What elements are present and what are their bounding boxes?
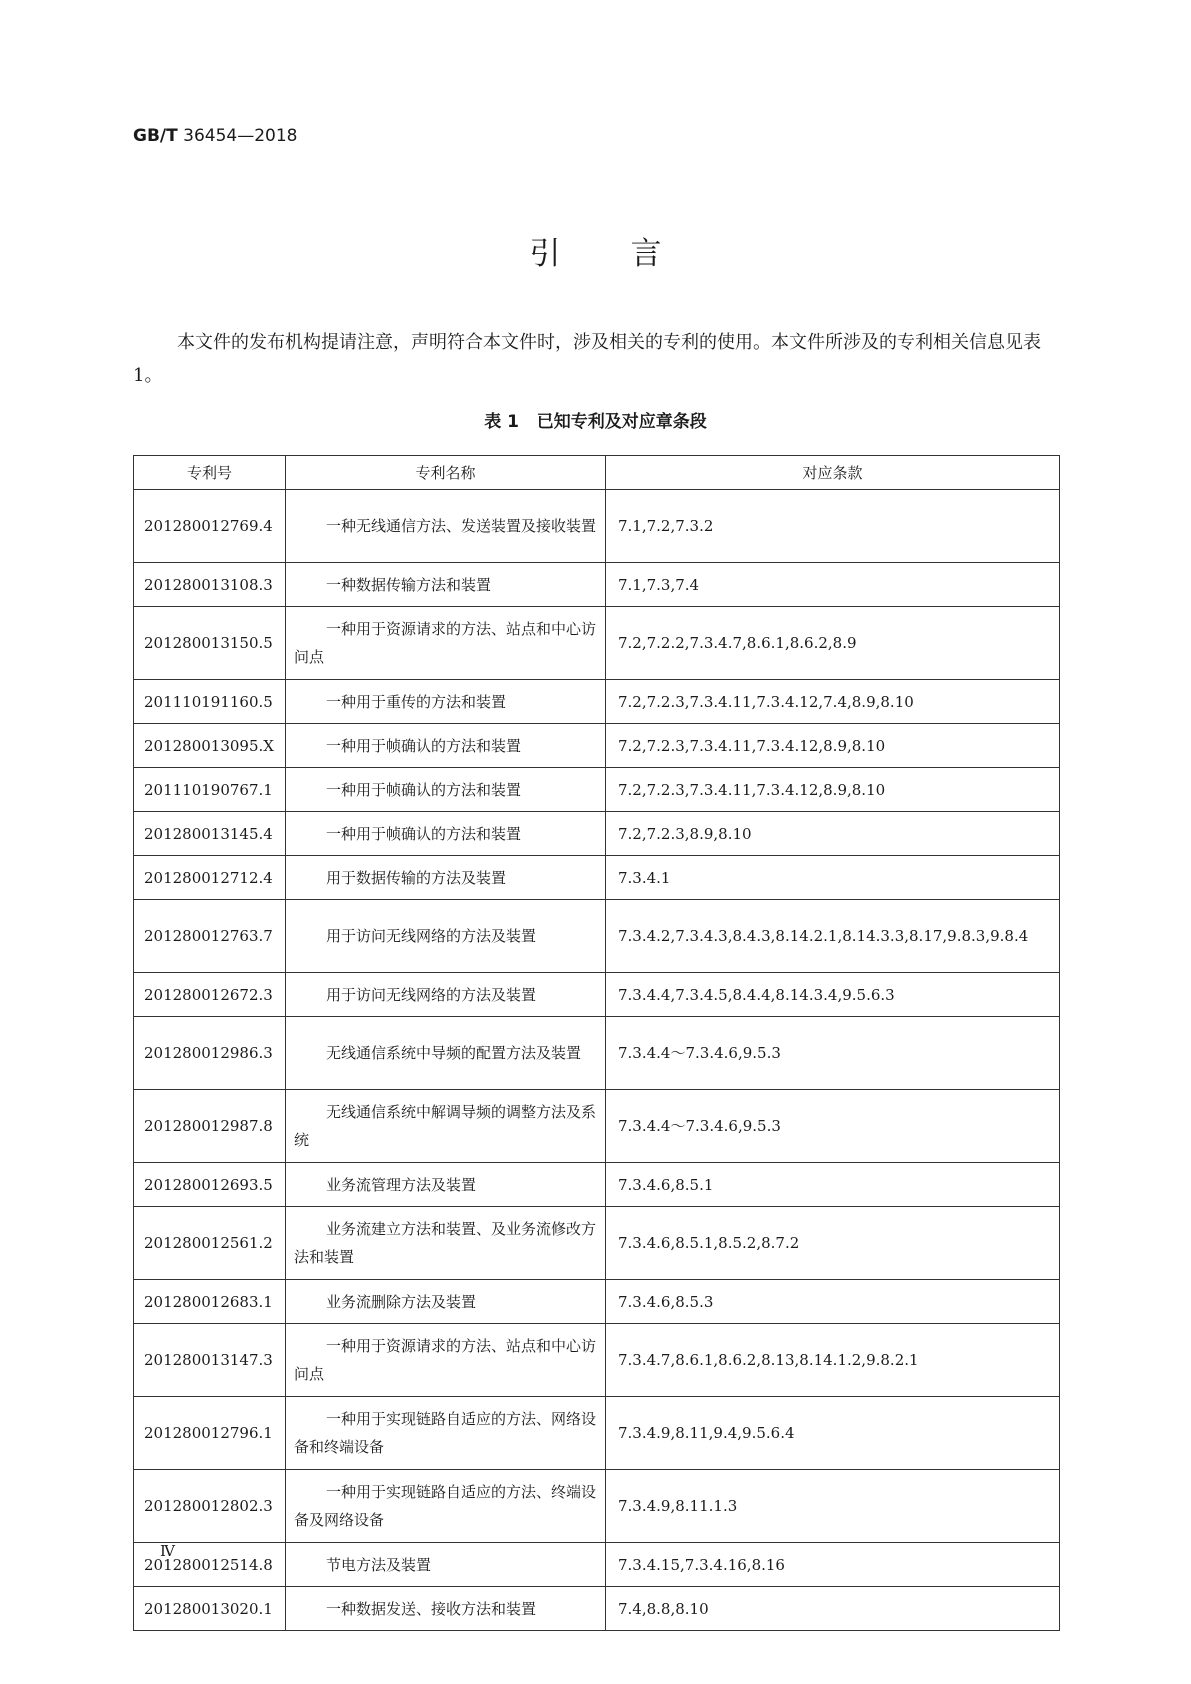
patent-name-cell: 一种用于资源请求的方法、站点和中心访问点 xyxy=(286,607,606,680)
clauses-cell: 7.2,7.2.3,7.3.4.11,7.3.4.12,8.9,8.10 xyxy=(606,724,1060,768)
table-caption: 表 1 已知专利及对应章条段 xyxy=(484,412,707,432)
patent-number-cell: 201280013150.5 xyxy=(134,607,286,680)
table-row xyxy=(134,768,1060,812)
patent-name-cell: 业务流建立方法和装置、及业务流修改方法和装置 xyxy=(286,1207,606,1280)
header-patent-name: 专利名称 xyxy=(286,456,606,490)
clauses-cell: 7.2,7.2.3,7.3.4.11,7.3.4.12,8.9,8.10 xyxy=(606,768,1060,812)
patent-number-cell: 201280012683.1 xyxy=(134,1280,286,1324)
table-row xyxy=(134,724,1060,768)
page-title: 引言 xyxy=(529,236,732,272)
table-row xyxy=(134,490,1060,563)
clauses-cell: 7.1,7.3,7.4 xyxy=(606,563,1060,607)
patent-name-cell: 一种用于帧确认的方法和装置 xyxy=(286,724,606,768)
clauses-cell: 7.4,8.8,8.10 xyxy=(606,1587,1060,1631)
standard-prefix: GB/T xyxy=(133,126,178,146)
clauses-cell: 7.3.4.7,8.6.1,8.6.2,8.13,8.14.1.2,9.8.2.1 xyxy=(606,1324,1060,1397)
clauses-cell: 7.3.4.4,7.3.4.5,8.4.4,8.14.3.4,9.5.6.3 xyxy=(606,973,1060,1017)
patent-name-cell: 一种用于重传的方法和装置 xyxy=(286,680,606,724)
table-row xyxy=(134,856,1060,900)
table-row xyxy=(134,1017,1060,1090)
header-patent-number: 专利号 xyxy=(134,456,286,490)
patent-number-cell: 201280013020.1 xyxy=(134,1587,286,1631)
clauses-cell: 7.2,7.2.3,8.9,8.10 xyxy=(606,812,1060,856)
patent-name-cell: 用于数据传输的方法及装置 xyxy=(286,856,606,900)
header-clauses: 对应条款 xyxy=(606,456,1060,490)
patent-number-cell: 201280012561.2 xyxy=(134,1207,286,1280)
clauses-cell: 7.1,7.2,7.3.2 xyxy=(606,490,1060,563)
table-row xyxy=(134,680,1060,724)
table-row xyxy=(134,1397,1060,1470)
table-row xyxy=(134,1324,1060,1397)
table-row xyxy=(134,973,1060,1017)
table-row xyxy=(134,1587,1060,1631)
patent-name-cell: 业务流删除方法及装置 xyxy=(286,1280,606,1324)
patent-number-cell: 201280012693.5 xyxy=(134,1163,286,1207)
intro-paragraph: 本文件的发布机构提请注意，声明符合本文件时，涉及相关的专利的使用。本文件所涉及的专利相关信息见表1。 xyxy=(133,332,1041,386)
table-row xyxy=(134,812,1060,856)
patent-name-cell: 一种无线通信方法、发送装置及接收装置 xyxy=(286,490,606,563)
patent-number-cell: 201280012763.7 xyxy=(134,900,286,973)
patent-table xyxy=(133,455,1060,1631)
patent-name-cell: 一种数据传输方法和装置 xyxy=(286,563,606,607)
patent-number-cell: 201110190767.1 xyxy=(134,768,286,812)
patent-number-cell: 201280013108.3 xyxy=(134,563,286,607)
patent-number-cell: 201280012672.3 xyxy=(134,973,286,1017)
clauses-cell: 7.3.4.4～7.3.4.6,9.5.3 xyxy=(606,1017,1060,1090)
table-row xyxy=(134,1543,1060,1587)
patent-number-cell: 201280012514.8 xyxy=(134,1543,286,1587)
clauses-cell: 7.3.4.1 xyxy=(606,856,1060,900)
clauses-cell: 7.3.4.9,8.11,9.4,9.5.6.4 xyxy=(606,1397,1060,1470)
patent-name-cell: 节电方法及装置 xyxy=(286,1543,606,1587)
table-row xyxy=(134,1470,1060,1543)
patent-name-cell: 业务流管理方法及装置 xyxy=(286,1163,606,1207)
patent-number-cell: 201280012712.4 xyxy=(134,856,286,900)
patent-number-cell: 201280012987.8 xyxy=(134,1090,286,1163)
clauses-cell: 7.2,7.2.2,7.3.4.7,8.6.1,8.6.2,8.9 xyxy=(606,607,1060,680)
table-row xyxy=(134,1163,1060,1207)
patent-number-cell: 201280012986.3 xyxy=(134,1017,286,1090)
patent-number-cell: 201280012796.1 xyxy=(134,1397,286,1470)
patent-name-cell: 一种用于帧确认的方法和装置 xyxy=(286,768,606,812)
clauses-cell: 7.3.4.9,8.11.1.3 xyxy=(606,1470,1060,1543)
table-header-row xyxy=(134,456,1060,490)
page-number: Ⅳ xyxy=(160,1542,175,1560)
clauses-cell: 7.3.4.6,8.5.1 xyxy=(606,1163,1060,1207)
standard-code xyxy=(133,126,297,146)
clauses-cell: 7.3.4.15,7.3.4.16,8.16 xyxy=(606,1543,1060,1587)
clauses-cell: 7.3.4.6,8.5.3 xyxy=(606,1280,1060,1324)
patent-number-cell: 201110191160.5 xyxy=(134,680,286,724)
patent-name-cell: 用于访问无线网络的方法及装置 xyxy=(286,900,606,973)
standard-number: 36454—2018 xyxy=(177,126,298,146)
table-row xyxy=(134,1207,1060,1280)
clauses-cell: 7.3.4.4～7.3.4.6,9.5.3 xyxy=(606,1090,1060,1163)
patent-name-cell: 一种用于资源请求的方法、站点和中心访问点 xyxy=(286,1324,606,1397)
patent-number-cell: 201280012769.4 xyxy=(134,490,286,563)
patent-number-cell: 201280013145.4 xyxy=(134,812,286,856)
patent-name-cell: 一种用于帧确认的方法和装置 xyxy=(286,812,606,856)
patent-name-cell: 一种用于实现链路自适应的方法、终端设备及网络设备 xyxy=(286,1470,606,1543)
patent-name-cell: 一种用于实现链路自适应的方法、网络设备和终端设备 xyxy=(286,1397,606,1470)
clauses-cell: 7.2,7.2.3,7.3.4.11,7.3.4.12,7.4,8.9,8.10 xyxy=(606,680,1060,724)
table-row xyxy=(134,1280,1060,1324)
patent-name-cell: 无线通信系统中解调导频的调整方法及系统 xyxy=(286,1090,606,1163)
patent-number-cell: 201280013095.X xyxy=(134,724,286,768)
clauses-cell: 7.3.4.2,7.3.4.3,8.4.3,8.14.2.1,8.14.3.3,8.17,9.8.3,9.8.4 xyxy=(606,900,1060,973)
clauses-cell: 7.3.4.6,8.5.1,8.5.2,8.7.2 xyxy=(606,1207,1060,1280)
table-row xyxy=(134,900,1060,973)
patent-name-cell: 无线通信系统中导频的配置方法及装置 xyxy=(286,1017,606,1090)
patent-number-cell: 201280012802.3 xyxy=(134,1470,286,1543)
table-row xyxy=(134,1090,1060,1163)
patent-name-cell: 用于访问无线网络的方法及装置 xyxy=(286,973,606,1017)
table-row xyxy=(134,563,1060,607)
patent-number-cell: 201280013147.3 xyxy=(134,1324,286,1397)
patent-name-cell: 一种数据发送、接收方法和装置 xyxy=(286,1587,606,1631)
table-row xyxy=(134,607,1060,680)
